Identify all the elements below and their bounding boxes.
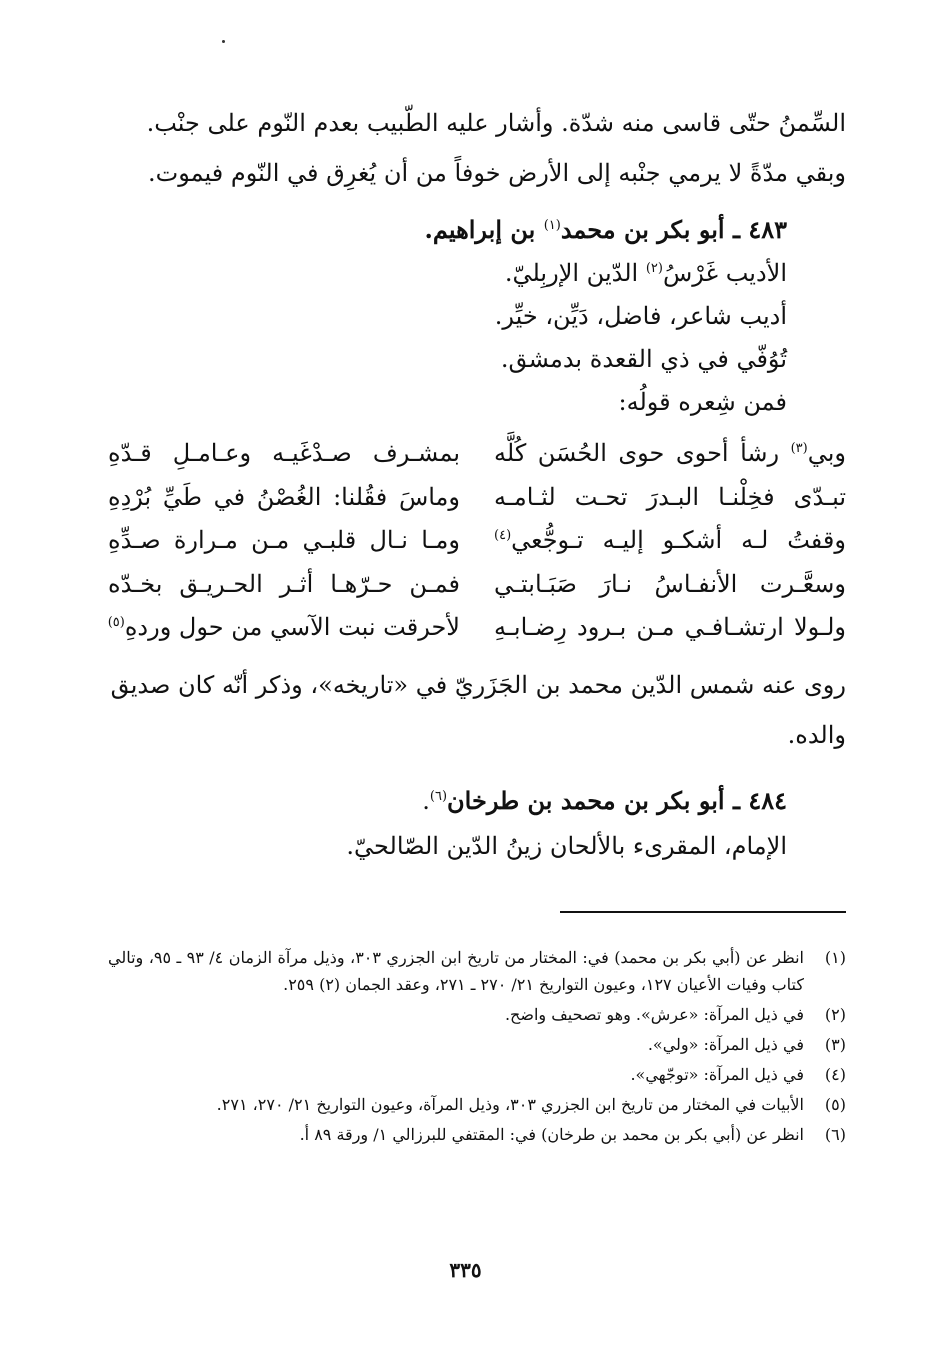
footnote-5 [108,1091,846,1118]
footnote-ref-1: (١) [543,218,561,233]
verse-5-second-hemistich [108,606,460,650]
verse-1 [108,432,846,476]
stray-dot [222,40,225,43]
verse-3 [108,519,846,563]
footnote-number: (٢) [824,1005,846,1024]
footnote-ref-5: (٥) [107,615,125,630]
verse-4-second-hemistich: فمـن حـرّهـا أثـر الحـريـق بخـدّه [108,569,460,598]
entry-483-heading-line [167,208,787,252]
footnote-text: في ذيل المرآة: «عرش». وهو تصحيف واضح. [504,1005,804,1024]
footnote-number: (١) [824,948,846,967]
footnote-text: انظر عن (أبي بكر بن محمد بن طرخان) في: المقتفي للبرزالي ١/ ورقة ٨٩ أ. [299,1125,804,1144]
verse-3-first-hemistich [494,519,846,563]
verse-2-second-hemistich: وماسَ فقُلنا: الغُصْنُ في طَيِّ بُرْدِهِ [108,482,460,511]
entry-484-heading: ٤٨٤ ـ أبو بكر بن محمد بن طرخان [447,786,787,815]
verse-4-first-hemistich: وسعَّـرت الأنفـاسُ نـارَ صَبَـابتـي [494,569,846,598]
verse-1-second-hemistich: بمشـرف صـدْغَيـه وعـامـلِ قـدّهِ [108,439,460,467]
entry-483-line-3: تُوُفّي في ذي القعدة بدمشق. [500,345,787,373]
footnote-number: (٥) [824,1095,846,1114]
entry-483-line-1-b: الدّين الإربِليّ. [504,259,646,287]
entry-484-heading-line [167,778,787,824]
footnote-3 [108,1031,846,1058]
verse-2-first-hemistich: تبـدّى فخِلْنـا البـدرَ تحـت لثـامـه [494,482,846,511]
footnote-ref-2: (٢) [645,261,663,276]
footnotes [108,944,846,1151]
poem [108,432,846,650]
footnote-2 [108,1001,846,1028]
entry-484-line-1: الإمام، المقرىء بالألحان زينُ الدّين الصّالحيّ. [346,832,787,860]
page-number: ٣٣٥ [449,1258,482,1282]
footnote-ref-6: (٦) [429,789,448,804]
verse-4 [108,563,846,607]
footnote-1 [108,944,846,998]
entry-484 [167,778,787,869]
entry-483-line-4: فمن شِعره قولُه: [618,388,787,416]
entry-483-heading: ٤٨٣ ـ أبو بكر بن محمد [560,215,787,244]
verse-3-second-hemistich: ومـا نـال قلبـي مـن مـرارة صـدِّهِ [108,526,460,554]
footnote-text: الأبيات في المختار من تاريخ ابن الجزري ٣٠٣، وذيل المرآة، وعيون التواريخ ٢١/ ٢٧٠، ٢٧١. [216,1095,804,1114]
verse-2 [108,476,846,520]
footnote-6 [108,1121,846,1148]
footnote-ref-4: (٤) [494,528,512,543]
footnote-number: (٦) [824,1125,846,1144]
footnote-divider [560,911,846,913]
footnote-ref-3: (٣) [790,441,808,456]
entry-483 [167,208,787,424]
footnote-text: في ذيل المرآة: «توجّهي». [630,1065,804,1084]
entry-483-line-1-a: الأديب غَرْسُ [662,259,787,287]
verse-1-word: وبي [807,439,846,467]
entry-483-line-1 [167,252,787,295]
verse-3-first-text: وقفتُ لـه أشكـو إليـه تـوجُّعي [511,526,846,554]
entry-483-heading-tail: بن إبراهيم. [424,215,544,244]
footnote-text: في ذيل المرآة: «ولي». [647,1035,804,1054]
verse-1-first-hemistich [494,432,846,476]
entry-484-heading-tail: . [422,787,430,815]
verse-5-first-hemistich: ولـولا ارتشـافـي مـن بـرود رِضـابـهِ [494,613,846,641]
verse-1-first-text: رشأ أحوى حوى الحُسَن كُلَّه [494,439,791,467]
footnote-text: انظر عن (أبي بكر بن محمد) في: المختار من تاريخ ابن الجزري ٣٠٣، وذيل مرآة الزمان ٤/ ٩٣ ـ ٩٥، وتالي كتاب وفيات الأعيان ١٢٧، وعيون التواريخ ٢١/ ٢٧٠ ـ ٢٧١، وعقد الجمان (٢) ٢٥٩. [108,948,805,994]
entry-483-line-2: أديب شاعر، فاضل، دَيِّن، خيِّر. [494,302,787,330]
verse-5-second-text: لأحرقت نبت الآسي من حول وردهِ [124,613,460,641]
footnote-number: (٣) [824,1035,846,1054]
verse-5 [108,606,846,650]
paragraph-top: السِّمنُ حتّى قاسى منه شدّة. وأشار عليه الطّبيب بعدم النّوم على جنْب. وبقي مدّةً لا يرمي جنْبه إلى الأرض خوفاً من أن يُغرِق في النّوم فيموت. [146,109,846,187]
footnote-4 [108,1061,846,1088]
paragraph-after-poem: روى عنه شمس الدّين محمد بن الجَزَريّ في «تاريخه»، وذكر أنّه كان صديق والده. [110,671,846,749]
footnote-number: (٤) [824,1065,846,1084]
